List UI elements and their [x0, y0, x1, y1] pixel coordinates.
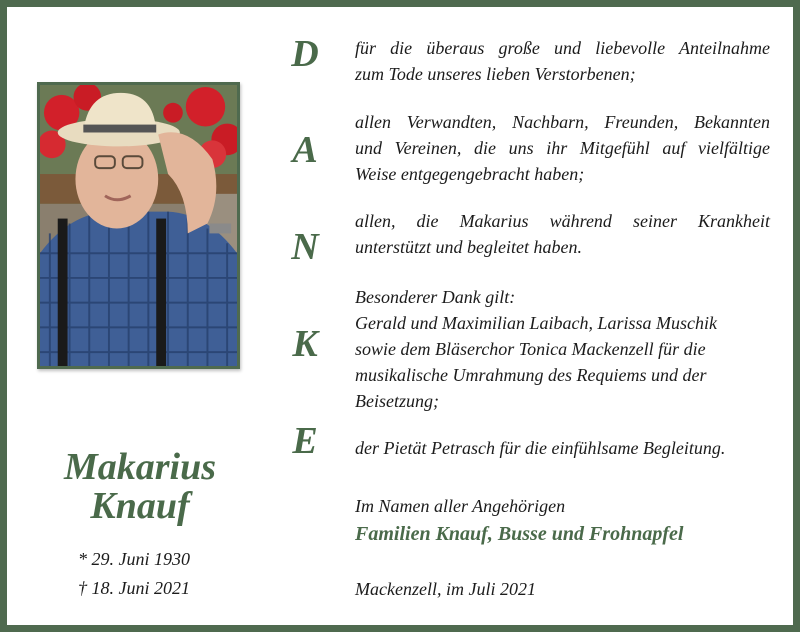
signature-intro	[355, 493, 770, 519]
text-line: Besonderer Dank gilt:	[355, 287, 516, 307]
danke-letter-d: D	[291, 33, 319, 75]
thanks-paragraph-4	[355, 284, 770, 414]
text-line: unterstützt und begleitet haben.	[355, 237, 582, 257]
text-line: und Vereinen, die uns ihr Mitgefühl auf vielfältige	[355, 138, 770, 158]
family-names: Familien Knauf, Busse und Frohnapfel	[355, 523, 684, 545]
danke-letter-e: E	[292, 420, 318, 462]
thanks-paragraph-5	[355, 435, 770, 461]
text-line: musikalische Umrahmung des Requiems und der	[355, 365, 707, 385]
text-line: Beisetzung;	[355, 391, 439, 411]
text-line: für die überaus große und liebevolle Anteilnahme	[355, 38, 770, 58]
thanks-paragraph-3	[355, 208, 770, 260]
text-line: der Pietät Petrasch für die einfühlsame Begleitung.	[355, 438, 726, 458]
text-line: allen, die Makarius während seiner Krankheit	[355, 211, 770, 231]
text-line: allen Verwandten, Nachbarn, Freunden, Bekannten	[355, 112, 770, 132]
thanks-paragraph-2	[355, 109, 770, 187]
danke-letter-k: K	[292, 323, 318, 365]
text-line: zum Tode unseres lieben Verstorbenen;	[355, 64, 636, 84]
danke-letter-a: A	[292, 129, 318, 171]
text-line: Im Namen aller Angehörigen	[355, 496, 566, 516]
deceased-last-name: Knauf	[90, 485, 190, 527]
deceased-first-name: Makarius	[63, 446, 217, 488]
portrait-photo	[37, 82, 240, 369]
text-line: sowie dem Bläserchor Tonica Mackenzell für die	[355, 339, 706, 359]
danke-letter-n: N	[291, 226, 319, 268]
birth-date: * 29. Juni 1930	[78, 549, 190, 569]
death-date: † 18. Juni 2021	[78, 578, 190, 598]
text-line: Gerald und Maximilian Laibach, Larissa Muschik	[355, 313, 717, 333]
thanks-paragraph-1	[355, 35, 770, 87]
text-line: Mackenzell, im Juli 2021	[355, 579, 536, 599]
text-line: Weise entgegengebracht haben;	[355, 164, 585, 184]
place-date	[355, 576, 770, 602]
